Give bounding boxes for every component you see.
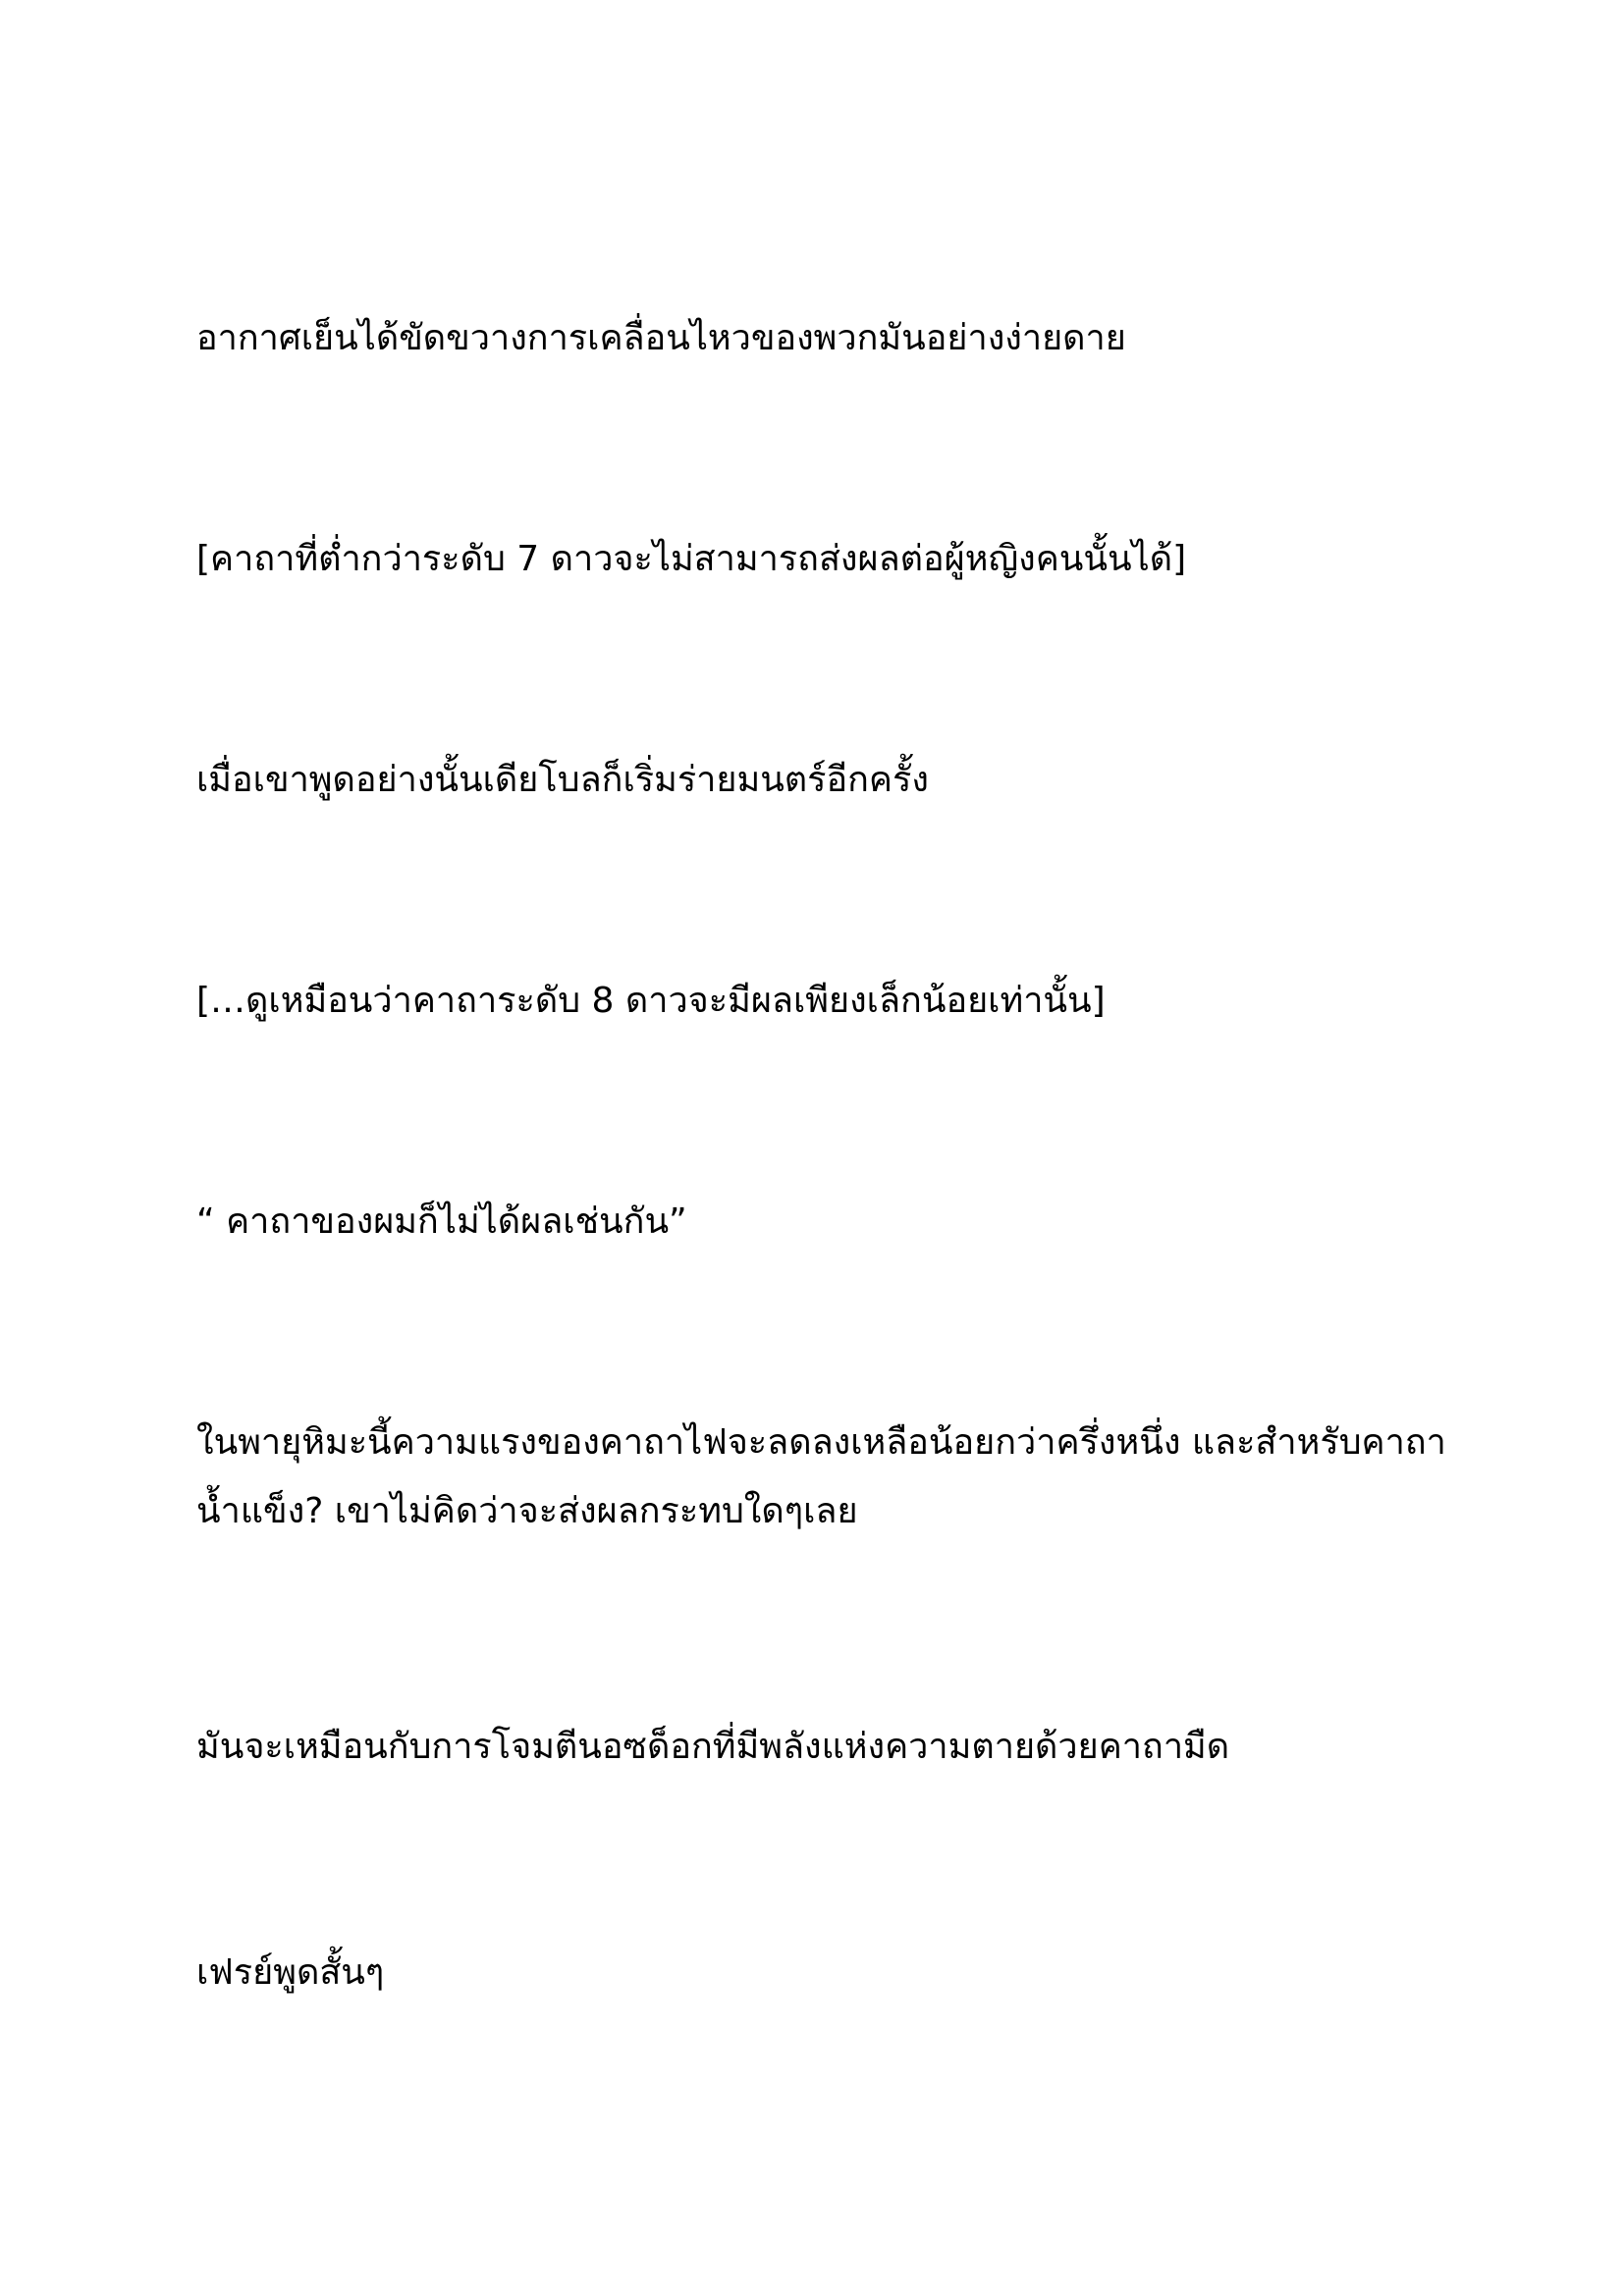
paragraph-blizzard-line-2: น้ำแข็ง? เขาไม่คิดว่าจะส่งผลกระทบใดๆเลย [196,1491,858,1531]
paragraph-diablo-chant: เมื่อเขาพูดอย่างนั้นเดียโบลก็เริ่มร่ายมนตร์อีกครั้ง [196,760,929,800]
paragraph-spell-level-8: […ดูเหมือนว่าคาถาระดับ 8 ดาวจะมีผลเพียงเล็กน้อยเท่านั้น] [196,981,1106,1021]
paragraph-nozdog: มันจะเหมือนกับการโจมตีนอซด็อกที่มีพลังแห่งความตายด้วยคาถามืด [196,1727,1230,1767]
paragraph-blizzard-line-1: ในพายุหิมะนี้ความแรงของคาถาไฟจะลดลงเหลือน้อยกว่าครึ่งหนึ่ง และสำหรับคาถา [196,1422,1446,1463]
paragraph-frey-speaks: เฟรย์พูดสั้นๆ [196,1952,385,1993]
paragraph-dialogue-no-effect: “ คาถาของผมก็ไม่ได้ผลเช่นกัน” [196,1201,687,1242]
paragraph-cold-air: อากาศเย็นได้ขัดขวางการเคลื่อนไหวของพวกมันอย่างง่ายดาย [196,318,1126,358]
paragraph-blizzard [196,1409,1473,1546]
paragraph-spell-level-7: [คาถาที่ต่ำกว่าระดับ 7 ดาวจะไม่สามารถส่งผลต่อผู้หญิงคนนั้นได้] [196,539,1187,579]
